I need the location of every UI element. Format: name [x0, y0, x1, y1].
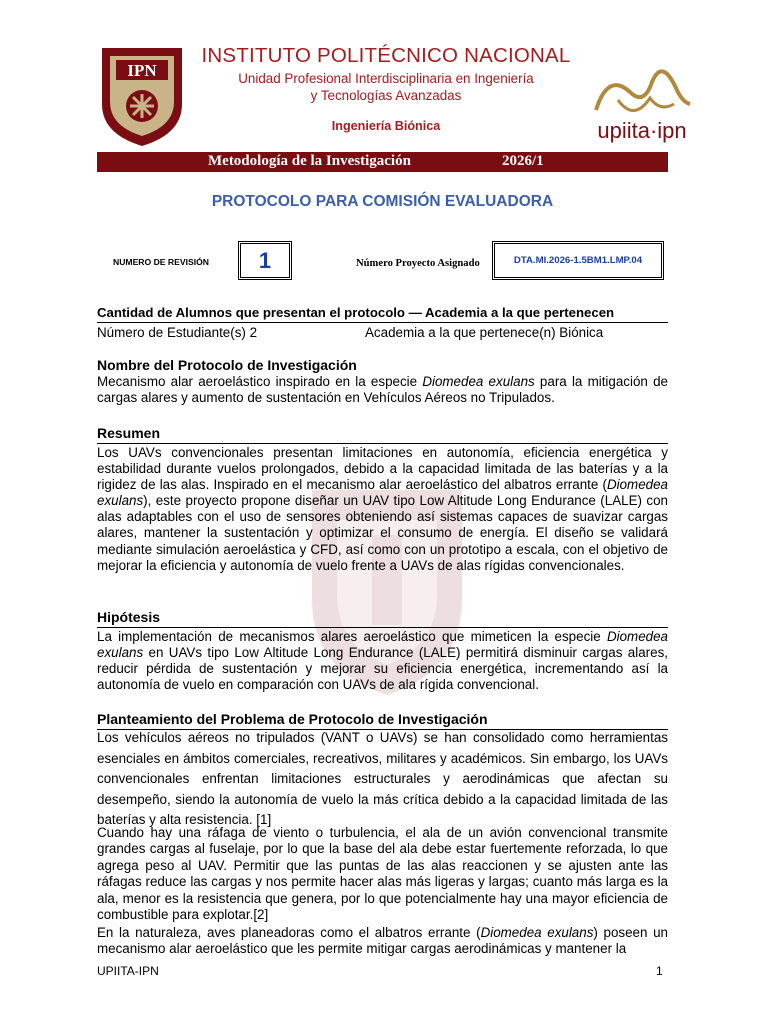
career-name: Ingeniería Biónica [331, 119, 441, 133]
revision-label: NUMERO DE REVISIÓN [113, 257, 209, 267]
ipn-logo [96, 42, 188, 150]
divider [97, 627, 668, 628]
problem-paragraph-3: En la naturaleza, aves planeadoras como el albatros errante (Diomedea exulans) poseen un mecanismo alar aeroelástico que les permite mitigar cargas aerodinámicas y mantener la [97, 925, 668, 957]
protocol-title: PROTOCOLO PARA COMISIÓN EVALUADORA [211, 193, 554, 210]
project-number-label: Número Proyecto Asignado [356, 258, 480, 269]
protocol-name-heading: Nombre del Protocolo de Investigación [97, 357, 357, 373]
project-number-box: DTA.MI.2026-1.5BM1.LMP.04 [492, 241, 664, 280]
academy: Academia a la que pertenece(n) Biónica [365, 325, 604, 340]
revision-number-box: 1 [238, 241, 292, 280]
institution-name: INSTITUTO POLITÉCNICO NACIONAL [201, 44, 571, 67]
unit-line-1: Unidad Profesional Interdisciplinaria en Ingeniería [238, 71, 534, 86]
svg-text:upiita·ipn: upiita·ipn [597, 118, 687, 143]
problem-paragraph-2: Cuando hay una ráfaga de viento o turbulencia, el ala de un avión convencional transmite grandes cargas al fuselaje, por lo que la base del ala debe estar fuertemente reforzada, lo que agrega peso al UAV. Permitir que las puntas de las alas reaccionen y se ajusten ante las ráfagas reduce las cargas y nos permite hacer alas más ligeras y largas; cuanto más larga es la ala, menor es la resistencia que genera, por lo que potencialmente hay una mayor eficiencia de combustible para explotar.[2] [97, 825, 668, 923]
divider [97, 443, 668, 444]
course-title: Metodología de la Investigación [208, 153, 411, 169]
svg-text:IPN: IPN [127, 61, 157, 80]
abstract-text: Los UAVs convencionales presentan limitaciones en autonomía, eficiencia energética y estabilidad durante vuelos prolongados, debido a la capacidad limitada de las baterías y a la rigidez de las alas. Inspirado en el mecanismo alar aeroelástico del albatros errante (Diomedea exulans), este proyecto propone diseñar un UAV tipo Low Altitude Long Endurance (LALE) con alas adaptables con el uso de sensores obteniendo así sistemas capaces de suavizar cargas alares, mantener la sustentación y optimizar el consumo de energía. El diseño se validará mediante simulación aeroelástica y CFD, así como con un prototipo a escala, con el objetivo de mejorar la eficiencia y autonomía de vuelo frente a UAVs de alas rígidas convencionales. [97, 445, 668, 573]
hypothesis-heading: Hipótesis [97, 609, 161, 625]
page-number: 1 [656, 964, 663, 978]
protocol-name-text: Mecanismo alar aeroelástico inspirado en la especie Diomedea exulans para la mitigación de cargas alares y aumento de sustentación en Vehículos Aéreos no Tripulados. [97, 374, 668, 406]
abstract-heading: Resumen [97, 425, 161, 441]
footer-institution: UPIITA-IPN [97, 964, 159, 978]
hypothesis-text: La implementación de mecanismos alares aeroelástico que mimeticen la especie Diomedea exulans en UAVs tipo Low Altitude Long Endurance (LALE) permitirá disminuir cargas alares, reducir pérdida de sustentación y mejorar su eficiencia energética, incrementando así la autonomía de vuelo en comparación con UAVs de ala rígida convencional. [97, 629, 668, 693]
upiita-logo [578, 52, 706, 148]
problem-heading: Planteamiento del Problema de Protocolo de Investigación [97, 711, 488, 727]
course-period: 2026/1 [502, 153, 544, 169]
student-count: Número de Estudiante(s) 2 [97, 325, 258, 340]
unit-name [196, 70, 576, 104]
unit-line-2: y Tecnologías Avanzadas [310, 88, 462, 103]
students-heading: Cantidad de Alumnos que presentan el protocolo — Academia a la que pertenecen [97, 305, 615, 320]
problem-paragraph-1: Los vehículos aéreos no tripulados (VANT o UAVs) se han consolidado como herramientas esenciales en ámbitos comerciales, recreativos, militares y académicos. Sin embargo, los UAVs convencionales enfrentan limitaciones estructurales y aerodinámicas que afectan su desempeño, siendo la autonomía de vuelo la más crítica debido a la capacidad limitada de las baterías y alta resistencia. [1] [97, 730, 668, 828]
divider [97, 322, 668, 323]
